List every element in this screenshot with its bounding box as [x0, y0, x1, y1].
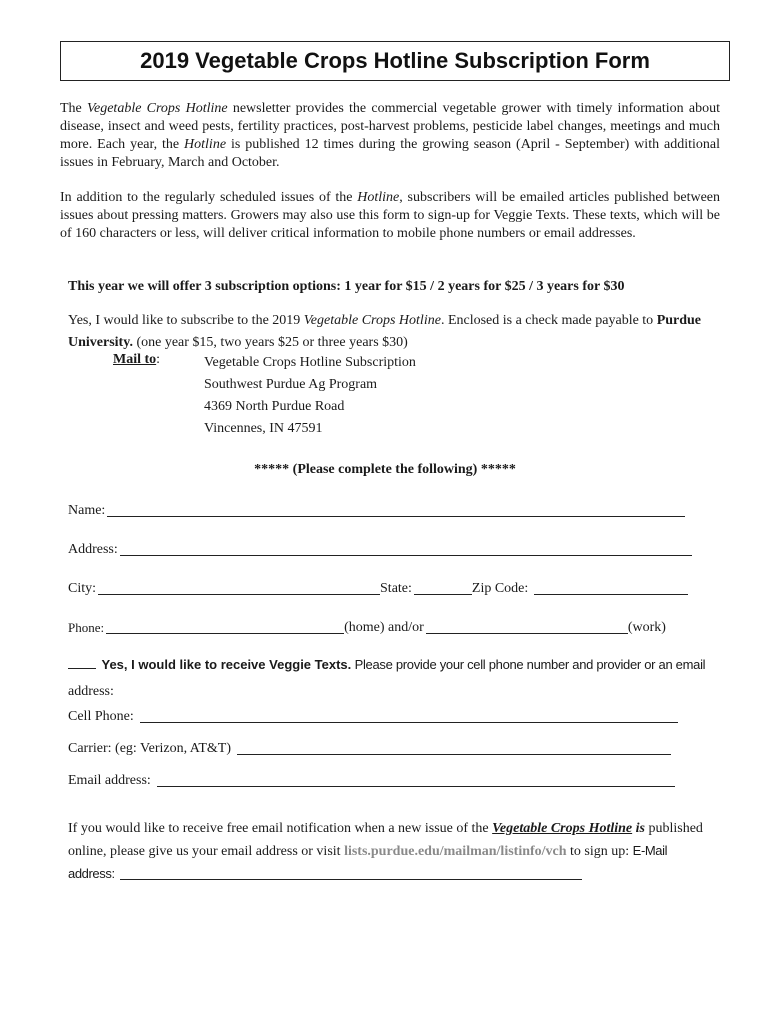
notify-text: If you would like to receive free email notification when a new issue of the: [68, 821, 493, 836]
newsletter-name: Vegetable Crops Hotline: [303, 313, 441, 328]
intro-text: The: [60, 101, 87, 116]
state-field[interactable]: [414, 580, 472, 595]
veggie-texts-checkbox[interactable]: [68, 656, 96, 669]
intro-text: newsletter provides the commercial vegetable grower with timely information about disease, insect and weed pests, fertility practices, post-harvest problems, pesticide label changes, meetings and much more. Each year, the: [60, 101, 720, 152]
zip-label: Zip Code:: [471, 581, 529, 596]
address-label: Address:: [68, 542, 118, 557]
zip-field[interactable]: [534, 580, 688, 595]
notify-text: to sign up:: [566, 844, 633, 859]
work-phone-field[interactable]: [426, 619, 628, 634]
email-label: Email address:: [68, 773, 151, 788]
hotline-name: Hotline: [357, 190, 400, 205]
subscribe-text: Yes, I would like to subscribe to the 2019: [68, 313, 304, 328]
intro-text: , subscribers will be emailed articles published between issues about pressing matters. Growers may also use this form to sign-up for Veggie Texts. These texts, which will be of 160 characters or less, will deliver critical information to mobile phone numbers or email addresses.: [60, 190, 721, 241]
hotline-link-text: Vegetable Crops Hotline: [492, 821, 633, 836]
email-notification: [68, 818, 708, 886]
notify-text: published online, please give us your email address or visit: [68, 821, 703, 859]
subscribe-text: . Enclosed is a check made payable to: [440, 313, 657, 328]
title-box: [60, 41, 730, 81]
home-label: (home) and/or: [344, 620, 424, 635]
complete-instruction: ***** (Please complete the following) *****: [254, 462, 516, 477]
address-line: Vincennes, IN 47591: [204, 421, 323, 436]
phone-row: [68, 619, 666, 636]
veggie-texts-optin: [68, 652, 708, 705]
carrier-label: Carrier: (eg: Verizon, AT&T): [68, 741, 232, 756]
home-phone-field[interactable]: [106, 619, 344, 634]
carrier-field[interactable]: [237, 740, 671, 755]
email-row: [68, 772, 675, 789]
newsletter-name: Vegetable Crops Hotline: [87, 101, 228, 116]
intro-paragraph-1: [60, 100, 720, 172]
intro-text: In addition to the regularly scheduled issues of the: [60, 190, 358, 205]
email-field[interactable]: [157, 772, 675, 787]
notify-is: is: [632, 821, 645, 836]
notify-email-field[interactable]: [120, 865, 582, 880]
mail-to-text: Mail to: [113, 352, 157, 367]
city-row: [68, 580, 688, 597]
mailing-address: [204, 352, 416, 440]
form-title: 2019 Vegetable Crops Hotline Subscription Form: [140, 48, 650, 73]
cell-phone-field[interactable]: [140, 708, 678, 723]
state-label: State:: [380, 581, 412, 596]
intro-paragraph-2: [60, 189, 720, 243]
veggie-texts-instructions: Please provide your cell phone number and provider or an email: [351, 657, 706, 672]
intro-text: is published 12 times during the growing season (April - September) with additional issues in February, March and October.: [60, 137, 720, 170]
veggie-texts-bold: Yes, I would like to receive Veggie Texts.: [101, 657, 352, 672]
phone-label: Phone:: [68, 620, 105, 635]
address-row: [68, 541, 692, 558]
cell-row: [68, 708, 678, 725]
subscription-offer: This year we will offer 3 subscription options: 1 year for $15 / 2 years for $25 / 3 years for $30: [68, 279, 625, 294]
name-field[interactable]: [107, 502, 685, 517]
mail-to-label: [113, 352, 160, 368]
city-label: City:: [68, 581, 97, 596]
mail-to-colon: :: [156, 352, 161, 367]
city-field[interactable]: [98, 580, 380, 595]
carrier-row: [68, 740, 671, 757]
price-list: (one year $15, two years $25 or three years $30): [132, 335, 408, 350]
subscribe-statement: [68, 310, 708, 354]
notify-email-label: E-Mail address:: [68, 843, 668, 881]
name-label: Name:: [68, 503, 106, 518]
address-line: 4369 North Purdue Road: [204, 399, 345, 414]
payee: Purdue University.: [68, 313, 702, 350]
veggie-texts-tail: address:: [68, 684, 114, 699]
work-label: (work): [627, 620, 666, 635]
address-field[interactable]: [120, 541, 692, 556]
cell-label: Cell Phone:: [68, 709, 134, 724]
address-line: Southwest Purdue Ag Program: [204, 377, 378, 392]
address-line: Vegetable Crops Hotline Subscription: [204, 355, 416, 370]
hotline-name: Hotline: [184, 137, 227, 152]
listserv-link[interactable]: lists.purdue.edu/mailman/listinfo/vch: [344, 844, 567, 859]
name-row: [68, 502, 685, 519]
